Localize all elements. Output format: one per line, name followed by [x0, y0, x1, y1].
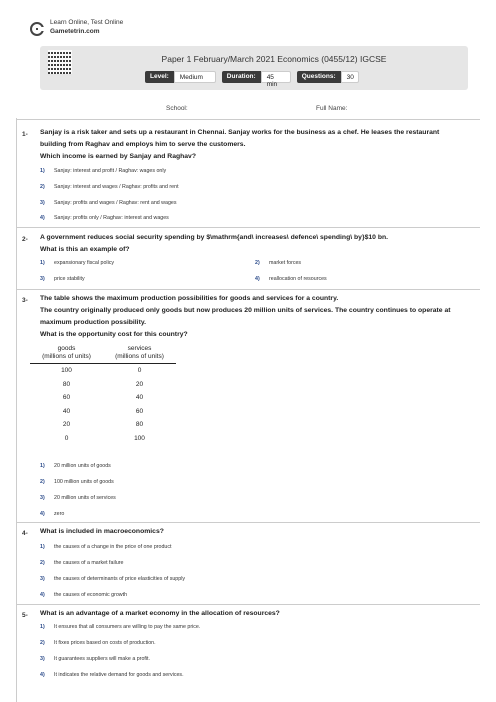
questions-badge — [297, 71, 359, 83]
questions-value: 30 — [341, 71, 359, 83]
level-value: Medium — [174, 71, 216, 83]
full-name-field: Full Name: — [316, 105, 348, 112]
divider — [16, 522, 480, 523]
paper-title: Paper 1 February/March 2021 Economics (0455/12) IGCSE — [161, 54, 387, 64]
table-row: 40 60 — [62, 407, 144, 415]
duration-label: Duration: — [222, 71, 261, 83]
duration-badge — [222, 71, 291, 88]
table-row: 0 100 — [64, 434, 145, 442]
level-badge — [145, 71, 216, 83]
brand-tagline: Learn Online, Test Online — [50, 19, 124, 26]
brand-url[interactable]: Gametetrin.com — [50, 28, 100, 35]
table-row: 20 80 — [62, 421, 144, 429]
question-number: 3- — [22, 297, 28, 304]
divider — [16, 604, 480, 605]
questions-label: Questions: — [297, 71, 341, 83]
production-possibilities-table — [30, 345, 176, 445]
question-text: The table shows the maximum production possibilities for goods and services for a country. The country originally produced only goods but now produces 20 million units of services. The country continues to operate at maximum production possibility. What is the opportunity cost for this country? — [40, 295, 451, 338]
brand — [30, 18, 123, 36]
question-number: 5- — [22, 612, 28, 619]
exam-header — [40, 46, 468, 90]
question-text: What is included in macroeconomics? — [40, 528, 164, 535]
table-row: 100 0 — [61, 367, 142, 375]
divider — [16, 227, 480, 228]
question-number: 2- — [22, 236, 28, 243]
table-row: 60 40 — [62, 394, 144, 402]
margin-line — [16, 118, 17, 702]
question-text: Sanjay is a risk taker and sets up a restaurant in Chennai. Sanjay works for the business as a chef. He leases the restaurant building from Raghav and employs him to serve the customers. Which income is earned by Sanjay and Raghav? — [40, 129, 440, 160]
question-text: What is an advantage of a market economy in the allocation of resources? — [40, 610, 280, 617]
divider — [16, 119, 480, 120]
duration-value: 45 min — [261, 71, 291, 83]
table-row: 80 20 — [62, 380, 144, 388]
divider — [16, 289, 480, 290]
question-number: 1- — [22, 131, 28, 138]
table-header: goods (millions of units) — [42, 345, 91, 360]
gametetrin-logo-icon — [30, 22, 44, 36]
school-field: School: — [166, 105, 188, 112]
level-label: Level: — [145, 71, 174, 83]
table-header: services (millions of units) — [115, 345, 164, 360]
question-number: 4- — [22, 530, 28, 537]
question-text: A government reduces social security spending by $\mathrm{and\ increases\ defence\ spending\ by}$10 bn. What is this an example of? — [40, 234, 389, 253]
